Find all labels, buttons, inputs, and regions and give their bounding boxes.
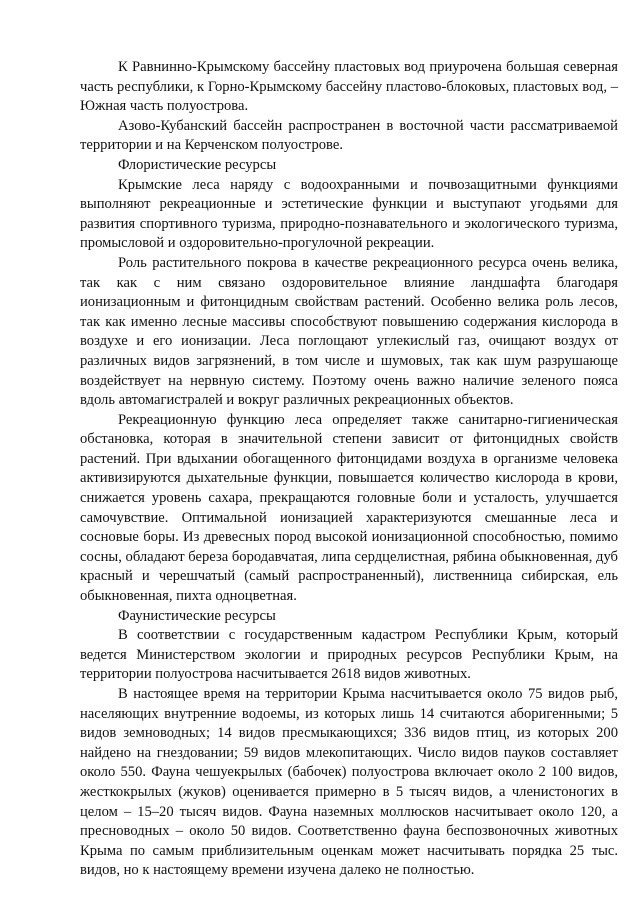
paragraph-crimean-forests: Крымские леса наряду с водоохранными и почвозащитными функциями выполняют рекреационные и эстетические функции и выступают угодьями для развития спортивного туризма, природно-познавательного и экологического туризма, промысловой и оздоровительно-прогулочной рекреации.	[80, 176, 618, 252]
paragraph-azov-kuban-basin: Азово-Кубанский бассейн распространен в восточной части рассматриваемой территории и на Керченском полуострове.	[80, 117, 618, 154]
paragraph-species-counts: В настоящее время на территории Крыма насчитывается около 75 видов рыб, населяющих внутренние водоемы, из которых лишь 14 считаются аборигенными; 5 видов земноводных; 14 видов пресмыкающихся; 336 видов птиц, из которых 200 найдено на гнездовании; 59 видов млекопитающих. Число видов пауков составляет около 550. Фауна чешуекрылых (бабочек) полуострова включает около 2 100 видов, жесткокрылых (жуков) оценивается примерно в 5 тысяч видов, а членистоногих в целом – 15–20 тысяч видов. Фауна наземных моллюсков насчитывает около 120, а пресноводных – около 50 видов. Соответственно фауна беспозвоночных животных Крыма по самым приблизительным оценкам может насчитывать порядка 25 тыс. видов, но к настоящему времени изучена далеко не полностью.	[80, 686, 618, 879]
paragraph-state-cadastre: В соответствии с государственным кадастром Республики Крым, который ведется Министерством экологии и природных ресурсов Республики Крым, на территории полуострова насчитывается 2618 видов животных.	[80, 627, 618, 683]
section-heading-faunistic: Фаунистические ресурсы	[118, 607, 276, 624]
paragraph-karst-water-basins: К Равнинно-Крымскому бассейну пластовых вод приурочена большая северная часть республики, к Горно-Крымскому бассейну пластово-блоковых, пластовых вод, – Южная часть полуострова.	[80, 59, 618, 115]
document-page	[80, 58, 618, 881]
paragraph-sanitary-function: Рекреационную функцию леса определяет также санитарно-гигиеническая обстановка, которая в значительной степени зависит от фитонцидных свойств растений. При вдыхании обогащенного фитонцидами воздуха в организме человека активизируются дыхательные функции, повышается количество кислорода в крови, снижается уровень сахара, прекращаются головные боли и усталость, улучшается самочувствие. Оптимальной ионизацией характеризуются смешанные леса и сосновые боры. Из древесных пород высокой ионизационной способностью, помимо сосны, обладают береза бородавчатая, липа сердцелистная, рябина обыкновенная, дуб красный и черешчатый (самый распространенный), лиственница сибирская, ель обыкновенная, пихта одноцветная.	[80, 411, 618, 605]
section-heading-floristic: Флористические ресурсы	[118, 156, 277, 173]
paragraph-vegetation-role: Роль растительного покрова в качестве рекреационного ресурса очень велика, так как с ним связано оздоровительное влияние ландшафта благодаря ионизационным и фитонцидным свойствам растений. Особенно велика роль лесов, так как именно лесные массивы способствуют повышению содержания кислорода в воздухе и его ионизации. Леса поглощают углекислый газ, очищают воздух от различных видов загрязнений, в том числе и шумовых, так как шум разрушающе воздействует на нервную систему. Поэтому очень важно наличие зеленого пояса вдоль автомагистралей и вокруг различных рекреационных объектов.	[80, 254, 618, 409]
